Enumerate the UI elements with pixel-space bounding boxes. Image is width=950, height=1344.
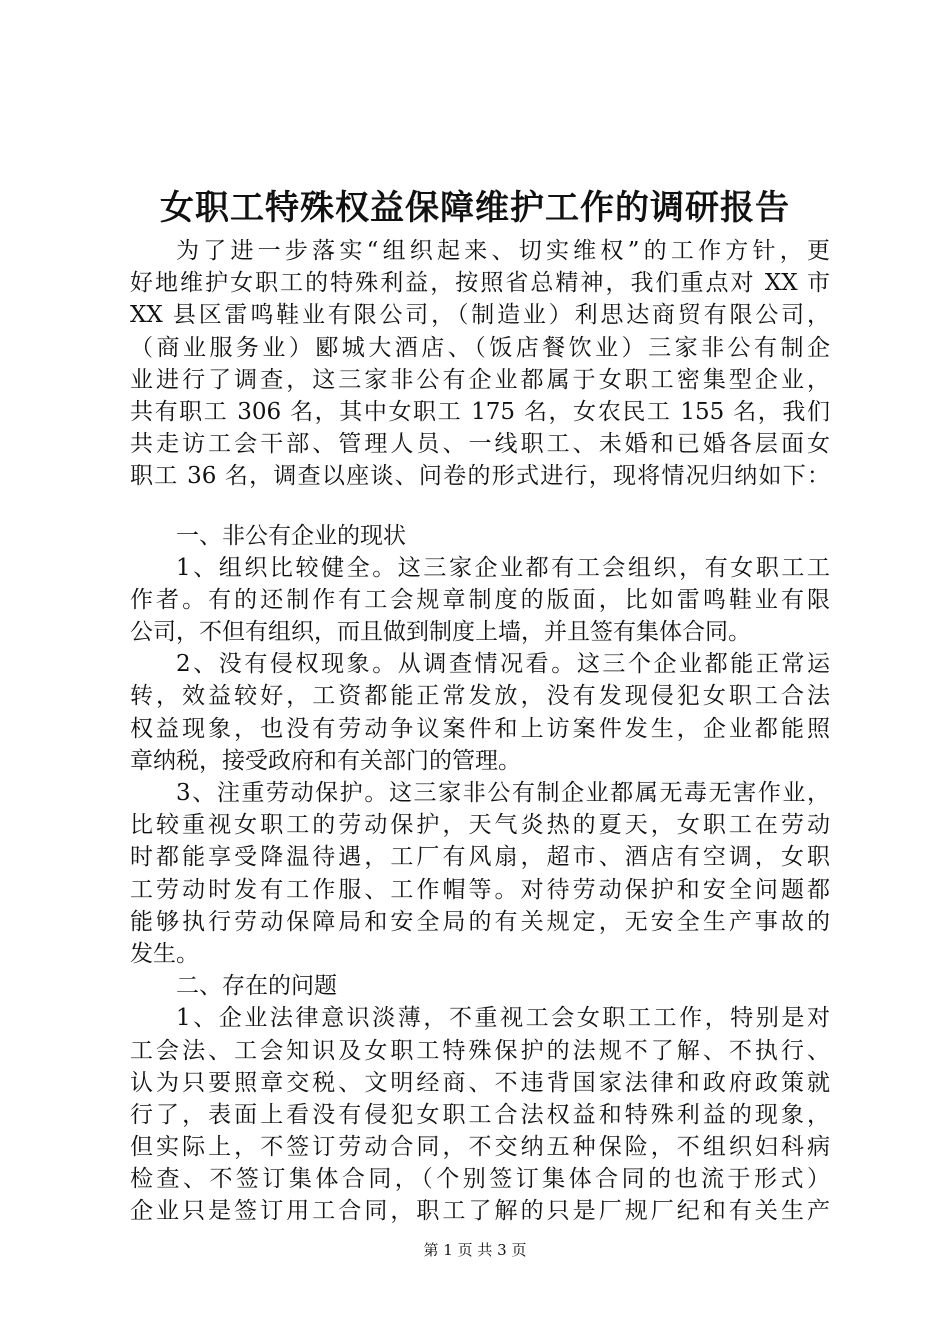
text-line: 但实际上，不签订劳动合同，不交纳五种保险，不组织妇科病 xyxy=(130,1134,830,1161)
document-title: 女职工特殊权益保障维护工作的调研报告 xyxy=(160,188,790,228)
text-line: 转，效益较好，工资都能正常发放，没有发现侵犯女职工合法 xyxy=(130,683,830,710)
text-line: 检查、不签订集体合同，（个别签订集体合同的也流于形式） xyxy=(130,1166,830,1193)
section-heading: 一、非公有企业的现状 xyxy=(176,522,406,549)
text-line: 时都能享受降温待遇，工厂有风扇，超市、酒店有空调，女职 xyxy=(130,844,830,871)
text-line: （商业服务业）郾城大酒店、（饭店餐饮业）三家非公有制企 xyxy=(130,334,830,361)
text-line: 权益现象，也没有劳动争议案件和上访案件发生，企业都能照 xyxy=(130,715,830,742)
text-line: 公司，不但有组织，而且做到制度上墙，并且签有集体合同。 xyxy=(130,619,751,646)
text-line: 能够执行劳动保障局和安全局的有关规定，无安全生产事故的 xyxy=(130,908,830,935)
document-body xyxy=(130,235,830,1228)
text-line: 业进行了调查，这三家非公有企业都属于女职工密集型企业， xyxy=(130,366,830,393)
text-line: 章纳税，接受政府和有关部门的管理。 xyxy=(130,747,521,774)
paragraph-gap xyxy=(130,493,830,520)
page-footer: 第 1 页 共 3 页 xyxy=(423,1241,527,1259)
text-line: 共走访工会干部、管理人员、一线职工、未婚和已婚各层面女 xyxy=(130,431,830,458)
text-line: 职工 36 名，调查以座谈、问卷的形式进行，现将情况归纳如下： xyxy=(130,463,830,490)
text-line: 企业只是签订用工合同，职工了解的只是厂规厂纪和有关生产 xyxy=(130,1198,830,1225)
text-line: 行了，表面上看没有侵犯女职工合法权益和特殊利益的现象， xyxy=(130,1101,830,1128)
text-line: 比较重视女职工的劳动保护，天气炎热的夏天，女职工在劳动 xyxy=(130,812,830,839)
text-line: 作者。有的还制作有工会规章制度的版面，比如雷鸣鞋业有限 xyxy=(130,586,830,613)
text-line: 工劳动时发有工作服、工作帽等。对待劳动保护和安全问题都 xyxy=(130,876,830,903)
text-line: 为了进一步落实“组织起来、切实维权”的工作方针，更 xyxy=(176,238,830,264)
text-line: 1、企业法律意识淡薄，不重视工会女职工工作，特别是对 xyxy=(176,1005,830,1032)
text-line: 2、没有侵权现象。从调查情况看。这三个企业都能正常运 xyxy=(176,651,830,678)
text-line: 3、注重劳动保护。这三家非公有制企业都属无毒无害作业， xyxy=(176,780,830,806)
text-line: 发生。 xyxy=(130,940,199,967)
text-line: 共有职工 306 名，其中女职工 175 名，女农民工 155 名，我们 xyxy=(130,398,830,425)
text-line: 认为只要照章交税、文明经商、不违背国家法律和政府政策就 xyxy=(130,1069,830,1096)
section-heading: 二、存在的问题 xyxy=(176,973,337,1000)
text-line: XX 县区雷鸣鞋业有限公司，（制造业）利思达商贸有限公司， xyxy=(130,302,830,329)
text-line: 好地维护女职工的特殊利益，按照省总精神，我们重点对 XX 市 xyxy=(130,270,830,297)
text-line: 工会法、工会知识及女职工特殊保护的法规不了解、不执行、 xyxy=(130,1037,830,1064)
text-line: 1、组织比较健全。这三家企业都有工会组织，有女职工工 xyxy=(176,554,830,581)
